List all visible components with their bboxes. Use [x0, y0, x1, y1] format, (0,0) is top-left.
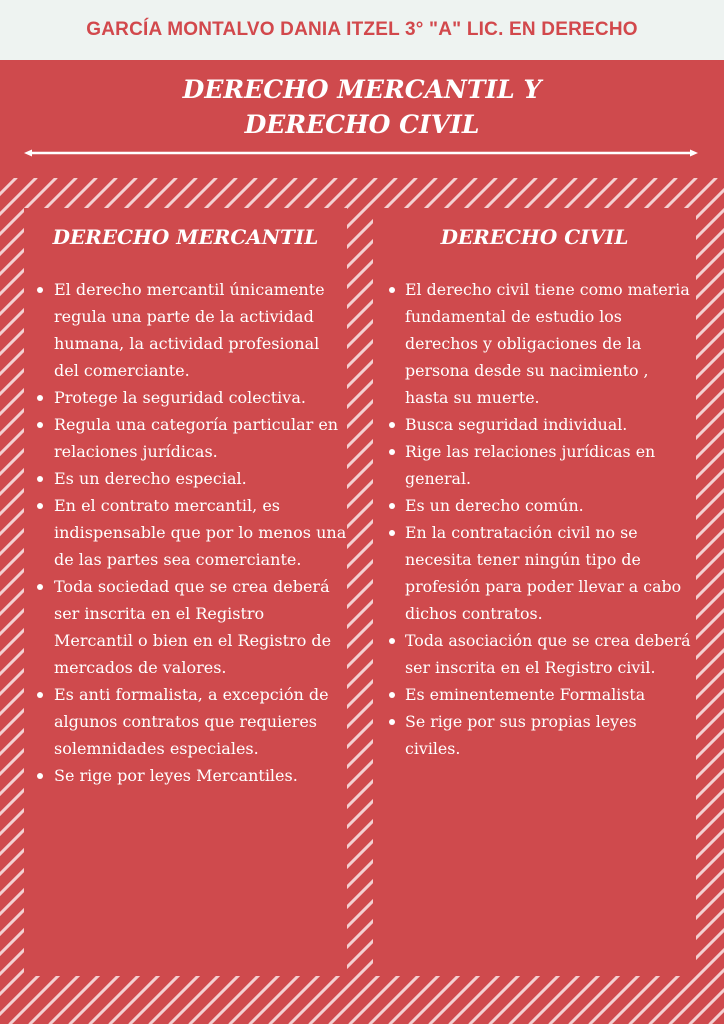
- list-item: Rige las relaciones jurídicas en general.: [373, 438, 696, 492]
- list-item: Regula una categoría particular en relaciones jurídicas.: [24, 411, 347, 465]
- header-banner: [0, 0, 724, 60]
- list-item: Busca seguridad individual.: [373, 411, 696, 438]
- list-item: El derecho civil tiene como materia fundamental de estudio los derechos y obligaciones de la persona desde su nacimiento , hasta su muerte.: [373, 276, 696, 411]
- list-item: Es un derecho especial.: [24, 465, 347, 492]
- list-item: El derecho mercantil únicamente regula una parte de la actividad humana, la actividad profesional del comerciante.: [24, 276, 347, 384]
- mercantil-heading: DERECHO MERCANTIL: [52, 225, 319, 249]
- list-item: Es un derecho común.: [373, 492, 696, 519]
- civil-heading: DERECHO CIVIL: [440, 225, 629, 249]
- list-item: Es eminentemente Formalista: [373, 681, 696, 708]
- title-divider: [24, 147, 698, 159]
- list-item: Se rige por sus propias leyes civiles.: [373, 708, 696, 762]
- list-item: En el contrato mercantil, es indispensable que por lo menos una de las partes sea comerciante.: [24, 492, 347, 573]
- mercantil-list: [24, 276, 347, 789]
- list-item: Es anti formalista, a excepción de algunos contratos que requieres solemnidades especiales.: [24, 681, 347, 762]
- title-line-2: DERECHO CIVIL: [244, 110, 480, 139]
- title-line-1: DERECHO MERCANTIL Y: [182, 75, 542, 104]
- civil-list: [373, 276, 696, 762]
- mercantil-column: [24, 208, 347, 976]
- list-item: Se rige por leyes Mercantiles.: [24, 762, 347, 789]
- civil-column: [373, 208, 696, 976]
- list-item: Protege la seguridad colectiva.: [24, 384, 347, 411]
- author-line: GARCÍA MONTALVO DANIA ITZEL 3° "A" LIC. EN DERECHO: [86, 19, 638, 40]
- page-title: [0, 72, 724, 142]
- list-item: Toda asociación que se crea deberá ser inscrita en el Registro civil.: [373, 627, 696, 681]
- list-item: Toda sociedad que se crea deberá ser inscrita en el Registro Mercantil o bien en el Registro de mercados de valores.: [24, 573, 347, 681]
- list-item: En la contratación civil no se necesita tener ningún tipo de profesión para poder llevar a cabo dichos contratos.: [373, 519, 696, 627]
